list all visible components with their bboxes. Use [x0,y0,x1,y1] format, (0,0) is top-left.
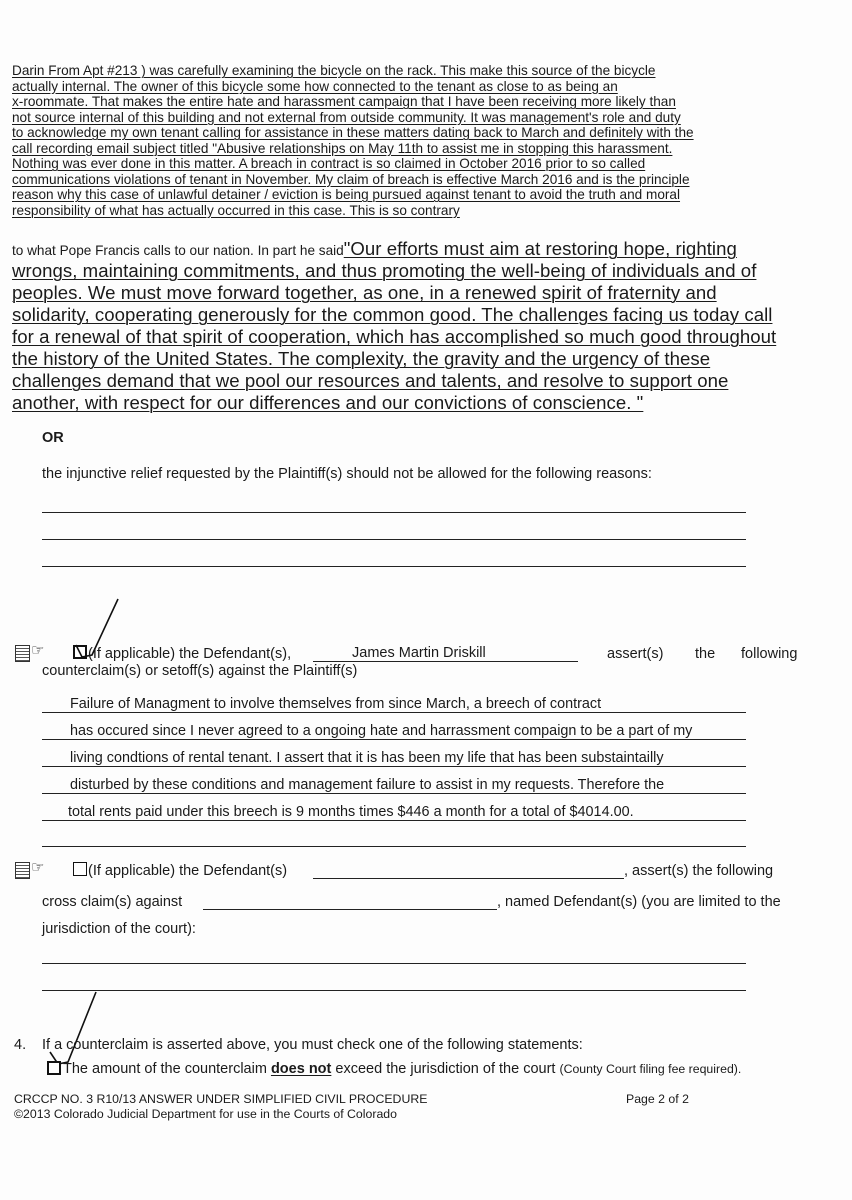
copyright: ©2013 Colorado Judicial Department for use in the Courts of Colorado [14,1107,397,1121]
counterclaim-text-line[interactable]: total rents paid under this breech is 9 months times $446 a month for a total of $4014.00. [68,804,634,820]
counterclaim-text-line[interactable]: Failure of Managment to involve themselves from since March, a breech of contract [70,696,602,712]
jurisdiction-statement [63,1060,741,1078]
quote-first-line [12,238,737,260]
notepad-icon [15,645,30,662]
statement-emphasis: does not [270,1061,332,1077]
checkmark-stroke [38,990,108,1070]
crossclaim-suffix: , assert(s) the following [624,863,774,879]
blank-line [42,712,746,713]
crossclaim-against-line[interactable] [203,909,497,910]
blank-line[interactable] [42,539,746,540]
narrative-line: reason why this case of unlawful detainer / eviction is being pursued against tenant to avoid the truth and moral [12,187,681,202]
blank-line[interactable] [42,846,746,847]
crossclaim-line2-start: cross claim(s) against [42,894,183,910]
pointing-hand-icon: ☞ [31,859,45,876]
counterclaim-text-line[interactable]: has occured since I never agreed to a ongoing hate and harrassment compaign to be a part of my [70,723,693,739]
pointing-hand-icon: ☞ [31,642,45,659]
narrative-line: actually internal. The owner of this bicycle some how connected to the tenant as close to as being an [12,78,618,94]
item-number: 4. [14,1037,27,1053]
narrative-line: to acknowledge my own tenant calling for assistance in these matters dating back to March and definitely with the [12,125,694,140]
narrative-line: responsibility of what has actually occurred in this case. This is so contrary [12,202,460,218]
page-number: Page 2 of 2 [626,1092,689,1106]
counterclaim-suffix-word: assert(s) [607,646,664,662]
blank-line [42,739,746,740]
narrative-line: Nothing was ever done in this matter. A breach in contract is so claimed in October 2016 prior to so called [12,156,646,171]
quote-line: challenges demand that we pool our resources and talents, and resolve to support one [12,370,729,391]
statement-small: (County Court filing fee required). [559,1062,742,1076]
counterclaim-prefix: (If applicable) the Defendant(s), [88,646,292,662]
counterclaim-suffix-word: the [695,646,716,662]
statement-start: The amount of the counterclaim [63,1061,271,1077]
blank-line[interactable] [42,963,746,964]
quote-line: wrongs, maintaining commitments, and thus promoting the well-being of individuals and of [12,260,757,281]
counterclaim-suffix-word: following [741,646,798,662]
crossclaim-checkbox[interactable] [73,862,87,876]
quote-line: "Our efforts must aim at restoring hope, righting [343,238,737,259]
counterclaim-text-line[interactable]: disturbed by these conditions and management failure to assist in my requests. Therefore the [70,777,665,793]
injunctive-relief-text: the injunctive relief requested by the Plaintiff(s) should not be allowed for the following reasons: [42,466,652,482]
quote-line: the history of the United States. The complexity, the gravity and the urgency of these [12,348,711,369]
pope-lead-in: to what Pope Francis calls to our nation. In part he said [12,243,344,258]
quote-line: for a renewal of that spirit of cooperation, which has accomplished so much good throughout [12,326,777,347]
narrative-line: x-roommate. That makes the entire hate and harassment campaign that I have been receiving more likely than [12,94,676,109]
blank-line[interactable] [42,512,746,513]
form-id: CRCCP NO. 3 R10/13 ANSWER UNDER SIMPLIFIED CIVIL PROCEDURE [14,1092,428,1106]
or-label: OR [42,430,64,446]
narrative-line: communications violations of tenant in November. My claim of breach is effective March 2016 and is the principle [12,171,690,187]
narrative-line: call recording email subject titled "Abusive relationships on May 11th to assist me in stopping this harassment. [12,140,673,156]
blank-line [42,766,746,767]
quote-line: solidarity, cooperating generously for the common good. The challenges facing us today call [12,304,773,325]
quote-line: another, with respect for our differences and our convictions of conscience. " [12,392,644,413]
defendant-name-field[interactable]: James Martin Driskill [352,645,486,661]
defendant-name-line [313,661,578,662]
blank-line [42,793,746,794]
narrative-line: Darin From Apt #213 ) was carefully examining the bicycle on the rack. This make this source of the bicycle [12,63,656,78]
blank-line[interactable] [42,566,746,567]
quote-line: peoples. We must move forward together, as one, in a renewed spirit of fraternity and [12,282,717,303]
crossclaim-defendant-line[interactable] [313,878,624,879]
crossclaim-prefix: (If applicable) the Defendant(s) [88,863,288,879]
notepad-icon [15,862,30,879]
counterclaim-line2: counterclaim(s) or setoff(s) against the Plaintiff(s) [42,663,358,679]
blank-line [42,820,746,821]
jurisdiction-checkbox[interactable] [47,1061,61,1075]
blank-line[interactable] [42,990,746,991]
item4-text: If a counterclaim is asserted above, you must check one of the following statements: [42,1037,583,1053]
counterclaim-text-line[interactable]: living condtions of rental tenant. I assert that it is has been my life that has been substaintailly [70,750,664,766]
narrative-line: not source internal of this building and not external from outside community. It was management's role and duty [12,109,681,125]
statement-mid: exceed the jurisdiction of the court [331,1061,560,1077]
crossclaim-line3: jurisdiction of the court): [42,921,196,937]
crossclaim-line2-end: , named Defendant(s) (you are limited to the [497,894,781,910]
